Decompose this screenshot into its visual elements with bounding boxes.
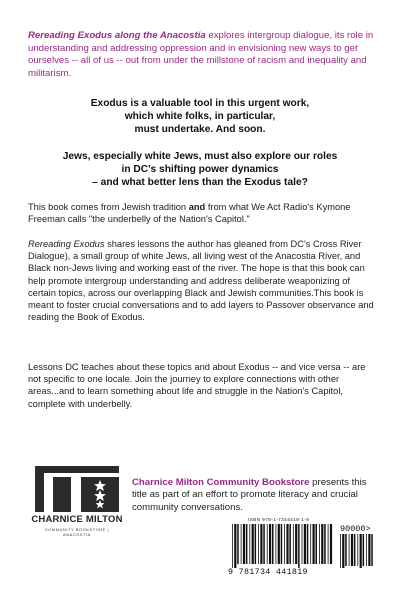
highlight-quote-1 xyxy=(30,98,370,136)
barcode-bar xyxy=(234,524,236,568)
barcode-bar xyxy=(267,524,268,564)
barcode-bar xyxy=(255,524,257,564)
highlight-2-line: in DC's shifting power dynamics xyxy=(121,163,279,175)
barcode-bar xyxy=(269,524,271,564)
barcode-bar xyxy=(284,524,285,564)
para-2-text: shares lessons the author has gleaned from DC's Cross River Dialogue), a small group of white Jews, all living west of the Anacostia River, and Black non-Jews living and working east of the river. The hope is that this book can help promote intergroup understanding and address deliberate weaponizing of certain topics, across our overlapping Black and Jewish communities.This book is meant to foster crucial conversations and to add layers to Passover observance and reading the Book of Exodus. xyxy=(28,239,374,323)
barcode-bar xyxy=(289,524,291,564)
barcode-bar xyxy=(298,524,300,568)
bookstore-logo-mark xyxy=(35,466,119,512)
barcode-bar xyxy=(249,524,250,564)
barcode-bar xyxy=(321,524,323,564)
barcode-bar xyxy=(349,534,350,566)
barcode-addon-bars xyxy=(340,534,374,568)
barcode-bar xyxy=(319,524,320,564)
highlight-quote-2 xyxy=(30,151,370,189)
para-1-after: from what We Act Radio's Kymone Freeman calls "the underbelly of the Nation's Capitol." xyxy=(28,202,351,225)
barcode-bar xyxy=(328,524,329,564)
barcode-bar xyxy=(307,524,309,564)
para-1-bold: and xyxy=(188,202,206,212)
barcode-main-bars xyxy=(232,524,334,568)
body-paragraph-2 xyxy=(28,238,376,323)
barcode-bar xyxy=(313,524,315,564)
barcode-bar xyxy=(263,524,265,564)
barcode-bar xyxy=(295,524,297,564)
highlight-1-line: Exodus is a valuable tool in this urgent work, xyxy=(90,98,310,109)
intro-text: explores intergroup dialogue, its role in understanding and addressing oppression and in envisioning new ways to get ourselves -- all of us -- out from under the millstone of racism and inequality and militarism. xyxy=(28,30,374,79)
highlight-1-line: must undertake. And soon. xyxy=(134,123,266,135)
barcode-bar xyxy=(354,534,356,566)
barcode-bar xyxy=(351,534,353,566)
barcode-bar xyxy=(340,534,341,568)
barcode-digits: 9 781734 441819 xyxy=(228,567,308,577)
para-2-italic-title: Rereading Exodus xyxy=(28,239,105,249)
barcode-bar xyxy=(286,524,288,564)
isbn-label: ISBN 978-1-7344418-1-9 xyxy=(248,517,310,522)
barcode-bar xyxy=(371,534,373,566)
barcode-bar xyxy=(276,524,277,564)
highlight-2-line: Jews, especially white Jews, must also explore our roles xyxy=(62,151,338,162)
barcode-bar xyxy=(360,534,362,568)
barcode-bar xyxy=(342,534,344,568)
barcode-bar xyxy=(302,524,303,564)
barcode-bar xyxy=(243,524,245,564)
bookstore-statement xyxy=(132,477,374,514)
barcode-bar xyxy=(330,524,332,564)
barcode-bar xyxy=(278,524,280,564)
price-code: 90000> xyxy=(340,524,371,534)
barcode-bar xyxy=(241,524,242,564)
barcode-bar xyxy=(260,524,262,564)
barcode-bar xyxy=(310,524,311,564)
book-title-reference: Rereading Exodus along the Anacostia xyxy=(28,30,206,41)
barcode-bar xyxy=(363,534,365,566)
bookstore-text: presents this title as part of an effort to promote literacy and crucial community conversations. xyxy=(132,477,367,513)
body-paragraph-1 xyxy=(28,201,376,225)
para-1-before: This book comes from Jewish tradition xyxy=(28,202,189,212)
barcode-bar xyxy=(304,524,306,564)
barcode-bar xyxy=(357,534,358,566)
barcode-bar xyxy=(281,524,283,564)
logo-subtitle: COMMUNITY BOOKSTORE | ANACOSTIA xyxy=(44,527,110,537)
barcode-bar xyxy=(258,524,259,564)
barcode-bar xyxy=(293,524,294,564)
barcode-bar xyxy=(232,524,233,568)
barcode-bar xyxy=(366,534,367,566)
isbn-barcode xyxy=(224,514,381,579)
barcode-bar xyxy=(345,534,347,566)
bookstore-name: Charnice Milton Community Bookstore xyxy=(132,477,310,488)
barcode-bar xyxy=(324,524,326,564)
barcode-bar xyxy=(272,524,274,564)
highlight-2-line: – and what better lens than the Exodus tale? xyxy=(92,176,308,188)
bookstore-logo xyxy=(31,466,123,546)
highlight-1-line: which white folks, in particular, xyxy=(124,110,276,122)
barcode-bar xyxy=(237,524,239,564)
body-paragraph-3: Lessons DC teaches about these topics and about Exodus -- and vice versa -- are not specific to one locale. Join the journey to explore connections with other areas...and to learn something about life and struggle in the Nation's Capitol, complete with underbelly. xyxy=(28,362,366,409)
logo-wordmark: CHARNICE MILTON xyxy=(31,514,123,525)
barcode-bar xyxy=(316,524,318,564)
barcode-bar xyxy=(246,524,248,564)
intro-paragraph xyxy=(28,30,376,80)
barcode-bar xyxy=(252,524,254,564)
barcode-bar xyxy=(368,534,370,566)
